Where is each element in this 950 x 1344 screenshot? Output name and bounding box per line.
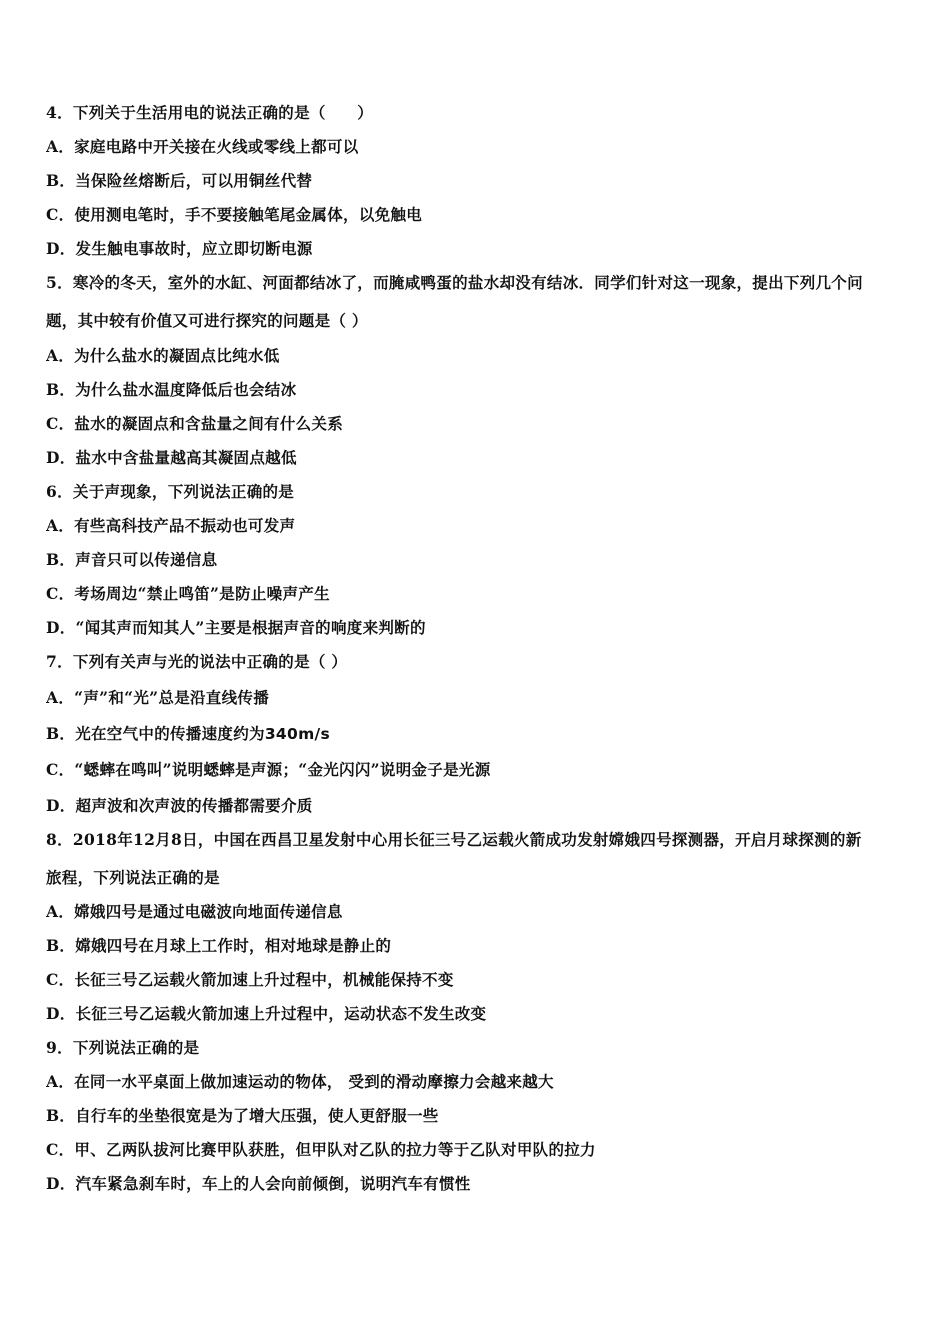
- question-9-stem: [46, 1038, 916, 1058]
- question-4-stem: [46, 103, 916, 123]
- question-5-stem: [46, 273, 916, 293]
- question-7-stem: [46, 652, 916, 672]
- question-7-option-c: C．“蟋蟀在鸣叫”说明蟋蟀是声源；“金光闪闪”说明金子是光源: [46, 760, 491, 779]
- question-7-option-a: A．“声”和“光”总是沿直线传播: [46, 688, 269, 707]
- question-8-stem-continued: 旅程，下列说法正确的是: [46, 868, 220, 887]
- question-number: 9．: [46, 1038, 73, 1057]
- question-9-option-d: D．汽车紧急刹车时，车上的人会向前倾倒，说明汽车有惯性: [46, 1174, 471, 1193]
- question-number: 8．: [46, 830, 73, 849]
- question-number: 7．: [46, 652, 73, 671]
- question-number: 6．: [46, 482, 73, 501]
- question-5-option-c: C．盐水的凝固点和含盐量之间有什么关系: [46, 414, 344, 433]
- question-9-option-c: C．甲、乙两队拔河比赛甲队获胜，但甲队对乙队的拉力等于乙队对甲队的拉力: [46, 1140, 596, 1159]
- question-4-option-c: C．使用测电笔时，手不要接触笔尾金属体，以免触电: [46, 205, 423, 224]
- question-7-option-d: D．超声波和次声波的传播都需要介质: [46, 796, 313, 815]
- question-4-option-a: A．家庭电路中开关接在火线或零线上都可以: [46, 137, 359, 156]
- question-8-option-d: D．长征三号乙运载火箭加速上升过程中，运动状态不发生改变: [46, 1004, 487, 1023]
- question-number: 4．: [46, 103, 73, 122]
- question-4-option-b: B．当保险丝熔断后，可以用铜丝代替: [46, 171, 313, 190]
- question-text: 下列关于生活用电的说法正确的是（ ）: [72, 103, 374, 122]
- question-text: 关于声现象，下列说法正确的是: [72, 482, 295, 501]
- question-5-option-a: A．为什么盐水的凝固点比纯水低: [46, 346, 280, 365]
- question-5-option-b: B．为什么盐水温度降低后也会结冰: [46, 380, 297, 399]
- question-text: 寒冷的冬天，室外的水缸、河面都结冰了，而腌咸鸭蛋的盐水却没有结冰．同学们针对这一现象，提出下列几个问: [72, 273, 863, 292]
- question-5-stem-continued: 题，其中较有价值又可进行探究的问题是（ ）: [46, 311, 368, 330]
- question-6-option-b: B．声音只可以传递信息: [46, 550, 218, 569]
- question-text: 下列说法正确的是: [72, 1038, 200, 1057]
- question-9-option-a: A．在同一水平桌面上做加速运动的物体， 受到的滑动摩擦力会越来越大: [46, 1072, 554, 1091]
- speed-value: 340m/s: [264, 725, 331, 743]
- question-number: 5．: [46, 273, 73, 292]
- question-6-option-c: C．考场周边“禁止鸣笛”是防止噪声产生: [46, 584, 330, 603]
- question-6-stem: [46, 482, 916, 502]
- question-8-option-a: A．嫦娥四号是通过电磁波向地面传递信息: [46, 902, 343, 921]
- question-text: 2018年12月8日，中国在西昌卫星发射中心用长征三号乙运载火箭成功发射嫦娥四号探测器，开启月球探测的新: [72, 830, 862, 849]
- question-text: 下列有关声与光的说法中正确的是（ ）: [72, 652, 348, 671]
- question-5-option-d: D．盐水中含盐量越高其凝固点越低: [46, 448, 297, 467]
- question-8-option-b: B．嫦娥四号在月球上工作时，相对地球是静止的: [46, 936, 392, 955]
- question-8-stem: [46, 830, 916, 850]
- option-text: B．光在空气中的传播速度约为: [46, 724, 265, 743]
- question-8-option-c: C．长征三号乙运载火箭加速上升过程中，机械能保持不变: [46, 970, 454, 989]
- question-6-option-d: D．“闻其声而知其人”主要是根据声音的响度来判断的: [46, 618, 426, 637]
- question-4-option-d: D．发生触电事故时，应立即切断电源: [46, 239, 313, 258]
- question-9-option-b: B．自行车的坐垫很宽是为了增大压强，使人更舒服一些: [46, 1106, 439, 1125]
- question-6-option-a: A．有些高科技产品不振动也可发声: [46, 516, 296, 535]
- question-7-option-b: [46, 724, 916, 744]
